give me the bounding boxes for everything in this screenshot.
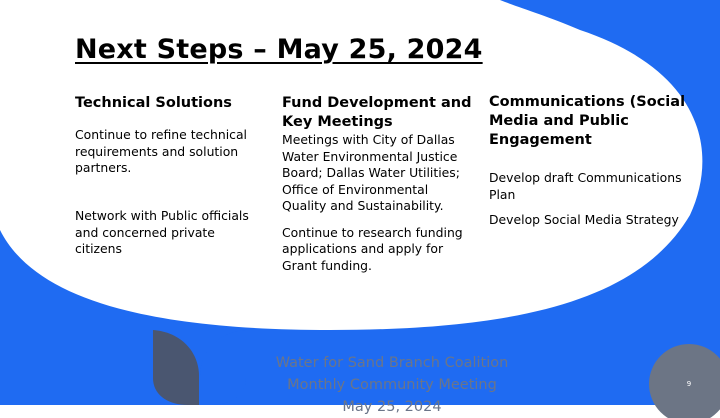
footer-line-organization: Water for Sand Branch Coalition xyxy=(275,355,509,371)
column-item: Develop Social Media Strategy xyxy=(489,212,679,227)
column-item: Meetings with City of Dallas Water Environmental Justice Board; Dallas Water Utilities; Office of Environmental Quality and Sustainability. xyxy=(282,132,460,213)
column-heading: Technical Solutions xyxy=(75,95,232,111)
column-item: Continue to research funding applications and apply for Grant funding. xyxy=(282,224,463,273)
footer-text xyxy=(252,352,532,418)
column-heading: Fund Development and Key Meetings xyxy=(282,95,472,130)
column-item: Continue to refine technical requirements and solution partners. xyxy=(75,127,247,175)
column-fund-development xyxy=(282,94,472,274)
column-heading: Communications (Social Media and Public Engagement xyxy=(489,94,686,148)
footer-line-date: May 25, 2024 xyxy=(342,399,442,415)
page-number: 9 xyxy=(686,380,692,388)
column-item: Develop draft Communications Plan xyxy=(489,170,682,202)
column-communications xyxy=(489,93,689,229)
column-technical-solutions xyxy=(75,94,265,256)
slide-title: Next Steps – May 25, 2024 xyxy=(75,34,483,65)
footer-line-meeting: Monthly Community Meeting xyxy=(287,377,497,393)
column-item: Network with Public officials and concerned private citizens xyxy=(75,208,249,256)
